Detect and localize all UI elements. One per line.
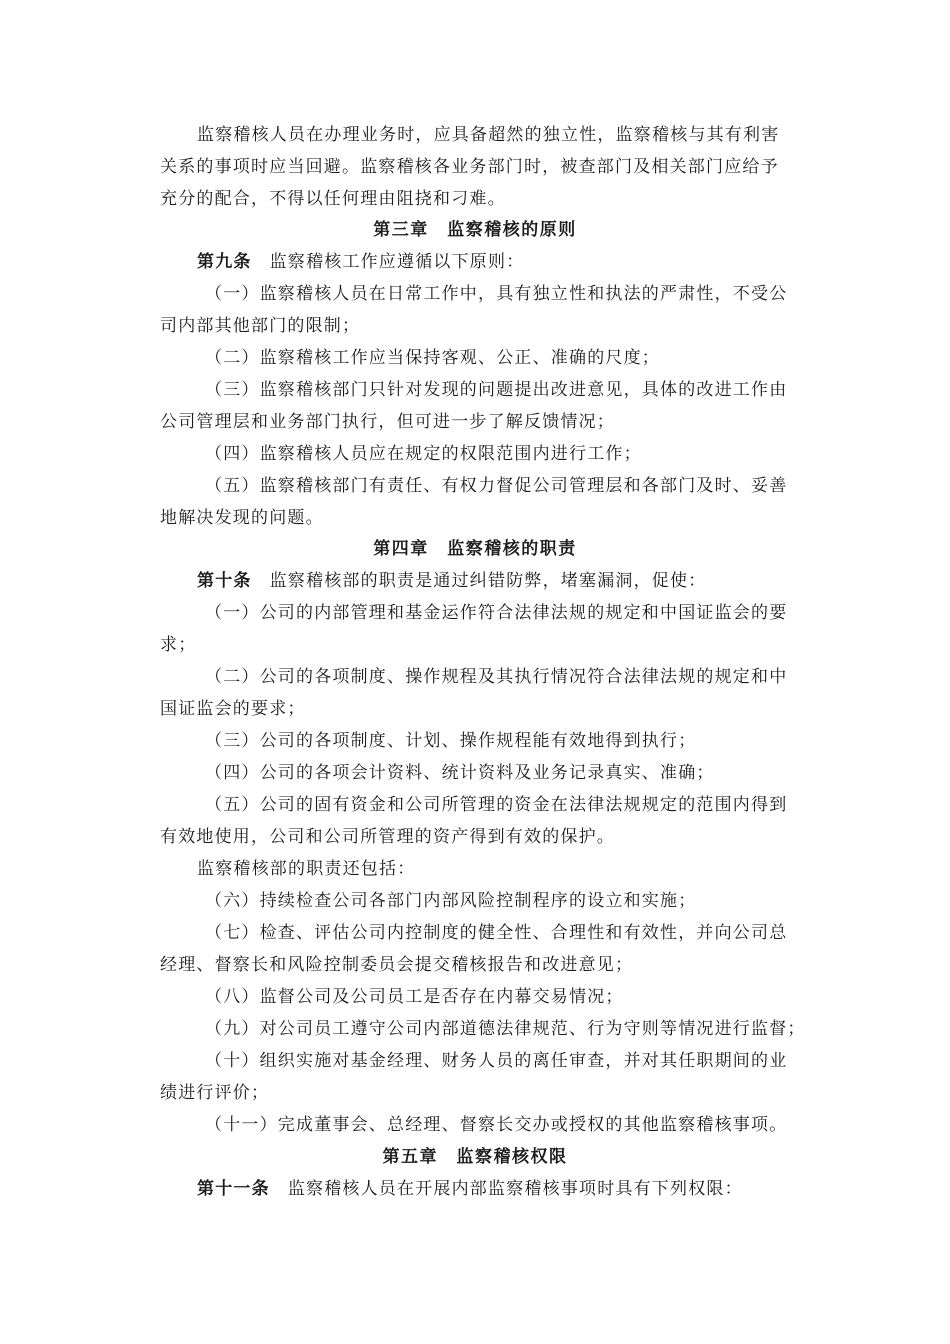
chapter-heading: 第四章 监察稽核的职责 <box>373 539 577 559</box>
chapter-heading: 第五章 监察稽核权限 <box>382 1147 568 1167</box>
paragraph-line: 经理、督察长和风险控制委员会提交稽核报告和改进意见； <box>160 955 634 975</box>
list-item-line: （九）对公司员工遵守公司内部道德法律规范、行为守则等情况进行监督； <box>205 1019 806 1039</box>
paragraph-line: 司内部其他部门的限制； <box>160 316 361 336</box>
paragraph-line: 求； <box>160 635 197 655</box>
paragraph-line: 监察稽核人员在办理业务时，应具备超然的独立性，监察稽核与其有利害 <box>197 125 780 145</box>
list-item-line: （一）公司的内部管理和基金运作符合法律法规的规定和中国证监会的要 <box>205 603 788 623</box>
paragraph-line: 有效地使用，公司和公司所管理的资产得到有效的保护。 <box>160 827 615 847</box>
list-item-line: （二）公司的各项制度、操作规程及其执行情况符合法律法规的规定和中 <box>205 667 788 687</box>
list-item-line: （四）监察稽核人员应在规定的权限范围内进行工作； <box>205 444 642 464</box>
paragraph-line: 关系的事项时应当回避。监察稽核各业务部门时，被查部门及相关部门应给予 <box>160 157 779 177</box>
list-item-line: （五）公司的固有资金和公司所管理的资金在法律法规规定的范围内得到 <box>205 795 788 815</box>
article-number: 第九条 <box>197 252 252 272</box>
paragraph-line: 国证监会的要求； <box>160 699 306 719</box>
list-item-line: （十）组织实施对基金经理、财务人员的离任审查，并对其任职期间的业 <box>205 1051 788 1071</box>
list-item-line: （四）公司的各项会计资料、统计资料及业务记录真实、准确； <box>205 763 715 783</box>
paragraph-line: 绩进行评价； <box>160 1083 270 1103</box>
paragraph-line: 监察稽核部的职责还包括： <box>197 859 416 879</box>
article-text: 监察稽核工作应遵循以下原则： <box>269 252 525 272</box>
list-item-line: （三）公司的各项制度、计划、操作规程能有效地得到执行； <box>205 731 697 751</box>
article-text: 监察稽核部的职责是通过纠错防弊，堵塞漏洞，促使： <box>269 571 707 591</box>
article-text: 监察稽核人员在开展内部监察稽核事项时具有下列权限： <box>287 1179 743 1199</box>
list-item-line: （八）监督公司及公司员工是否存在内幕交易情况； <box>205 987 624 1007</box>
paragraph-line: 充分的配合，不得以任何理由阻挠和刁难。 <box>160 189 506 209</box>
article-line <box>197 251 897 273</box>
list-item-line: （七）检查、评估公司内控制度的健全性、合理性和有效性，并向公司总 <box>205 923 788 943</box>
list-item-line: （一）监察稽核人员在日常工作中，具有独立性和执法的严肃性，不受公 <box>205 284 788 304</box>
paragraph-line: 公司管理层和业务部门执行，但可进一步了解反馈情况； <box>160 412 615 432</box>
list-item-line: （五）监察稽核部门有责任、有权力督促公司管理层和各部门及时、妥善 <box>205 476 788 496</box>
article-line <box>197 1178 897 1200</box>
article-number: 第十条 <box>197 571 252 591</box>
list-item-line: （六）持续检查公司各部门内部风险控制程序的设立和实施； <box>205 891 697 911</box>
chapter-heading: 第三章 监察稽核的原则 <box>373 220 577 240</box>
list-item-line: （十一）完成董事会、总经理、督察长交办或授权的其他监察稽核事项。 <box>205 1115 788 1135</box>
article-line <box>197 570 897 592</box>
article-number: 第十一条 <box>197 1179 270 1199</box>
list-item-line: （三）监察稽核部门只针对发现的问题提出改进意见，具体的改进工作由 <box>205 380 788 400</box>
paragraph-line: 地解决发现的问题。 <box>160 508 324 528</box>
list-item-line: （二）监察稽核工作应当保持客观、公正、准确的尺度； <box>205 348 660 368</box>
